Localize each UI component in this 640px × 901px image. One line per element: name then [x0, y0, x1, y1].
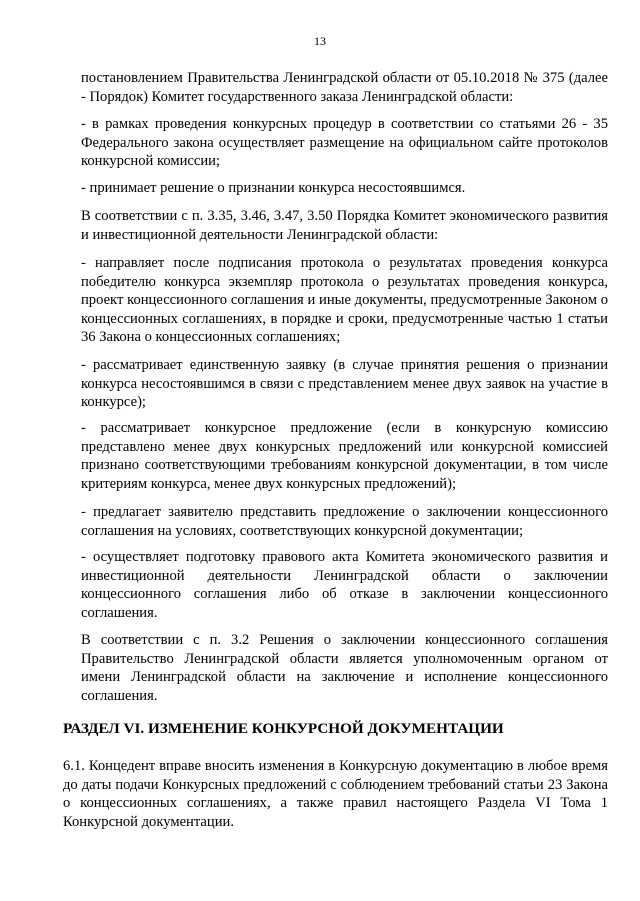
- paragraph-section-6-1: 6.1. Концедент вправе вносить изменения в Конкурсную документацию в любое время до даты подачи Конкурсных предложений с соблюдением требований статьи 23 Закона о концессионных соглашениях, а также правил настоящего Раздела VI Тома 1 Конкурсной документации.: [63, 758, 608, 830]
- paragraph-send-protocol: - направляет после подписания протокола о результатах проведения конкурса победителю конкурса экземпляр протокола о результатах проведения конкурса, проект концессионного соглашения и иные документы, предусмотренные Законом о концессионных соглашениях, в порядке и сроки, предусмотренные частью 1 статьи 36 Закона о концессионных соглашениях;: [81, 255, 608, 345]
- paragraph-placement-protocols: - в рамках проведения конкурсных процедур в соответствии со статьями 26 - 35 Федерального закона осуществляет размещение на официальном сайте протоколов конкурсной комиссии;: [81, 116, 608, 169]
- paragraph-committee-economic-intro: В соответствии с п. 3.35, 3.46, 3.47, 3.50 Порядка Комитет экономического развития и инвестиционной деятельности Ленинградской области:: [81, 208, 608, 243]
- paragraph-authorized-body: В соответствии с п. 3.2 Решения о заключении концессионного соглашения Правительство Ленинградской области является уполномоченным органом от имени Ленинградской области на заключение и исполнение концессионного соглашения.: [81, 632, 608, 704]
- paragraph-single-application: - рассматривает единственную заявку (в случае принятия решения о признании конкурса несостоявшимся в связи с представлением менее двух заявок на участие в конкурсе);: [81, 357, 608, 410]
- page-number: 13: [314, 34, 326, 48]
- paragraph-poryadok-intro: постановлением Правительства Ленинградской области от 05.10.2018 № 375 (далее - Порядок) Комитет государственного заказа Ленинградской области:: [81, 70, 608, 105]
- paragraph-declare-failed: - принимает решение о признании конкурса несостоявшимся.: [81, 180, 466, 196]
- paragraph-offer-applicant: - предлагает заявителю представить предложение о заключении концессионного соглашения на условиях, соответствующих конкурсной документации;: [81, 504, 608, 539]
- paragraph-competitive-proposal: - рассматривает конкурсное предложение (если в конкурсную комиссию представлено менее двух конкурсных предложений или конкурсной комиссией признано соответствующими требованиям конкурсной документации, в том числе критериям конкурса, менее двух конкурсных предложений);: [81, 420, 608, 492]
- paragraph-legal-act: - осуществляет подготовку правового акта Комитета экономического развития и инвестиционной деятельности Ленинградской области о заключении концессионного соглашения либо об отказе в заключении концессионного соглашения.: [81, 549, 608, 621]
- section-heading: РАЗДЕЛ VI. ИЗМЕНЕНИЕ КОНКУРСНОЙ ДОКУМЕНТАЦИИ: [63, 720, 504, 737]
